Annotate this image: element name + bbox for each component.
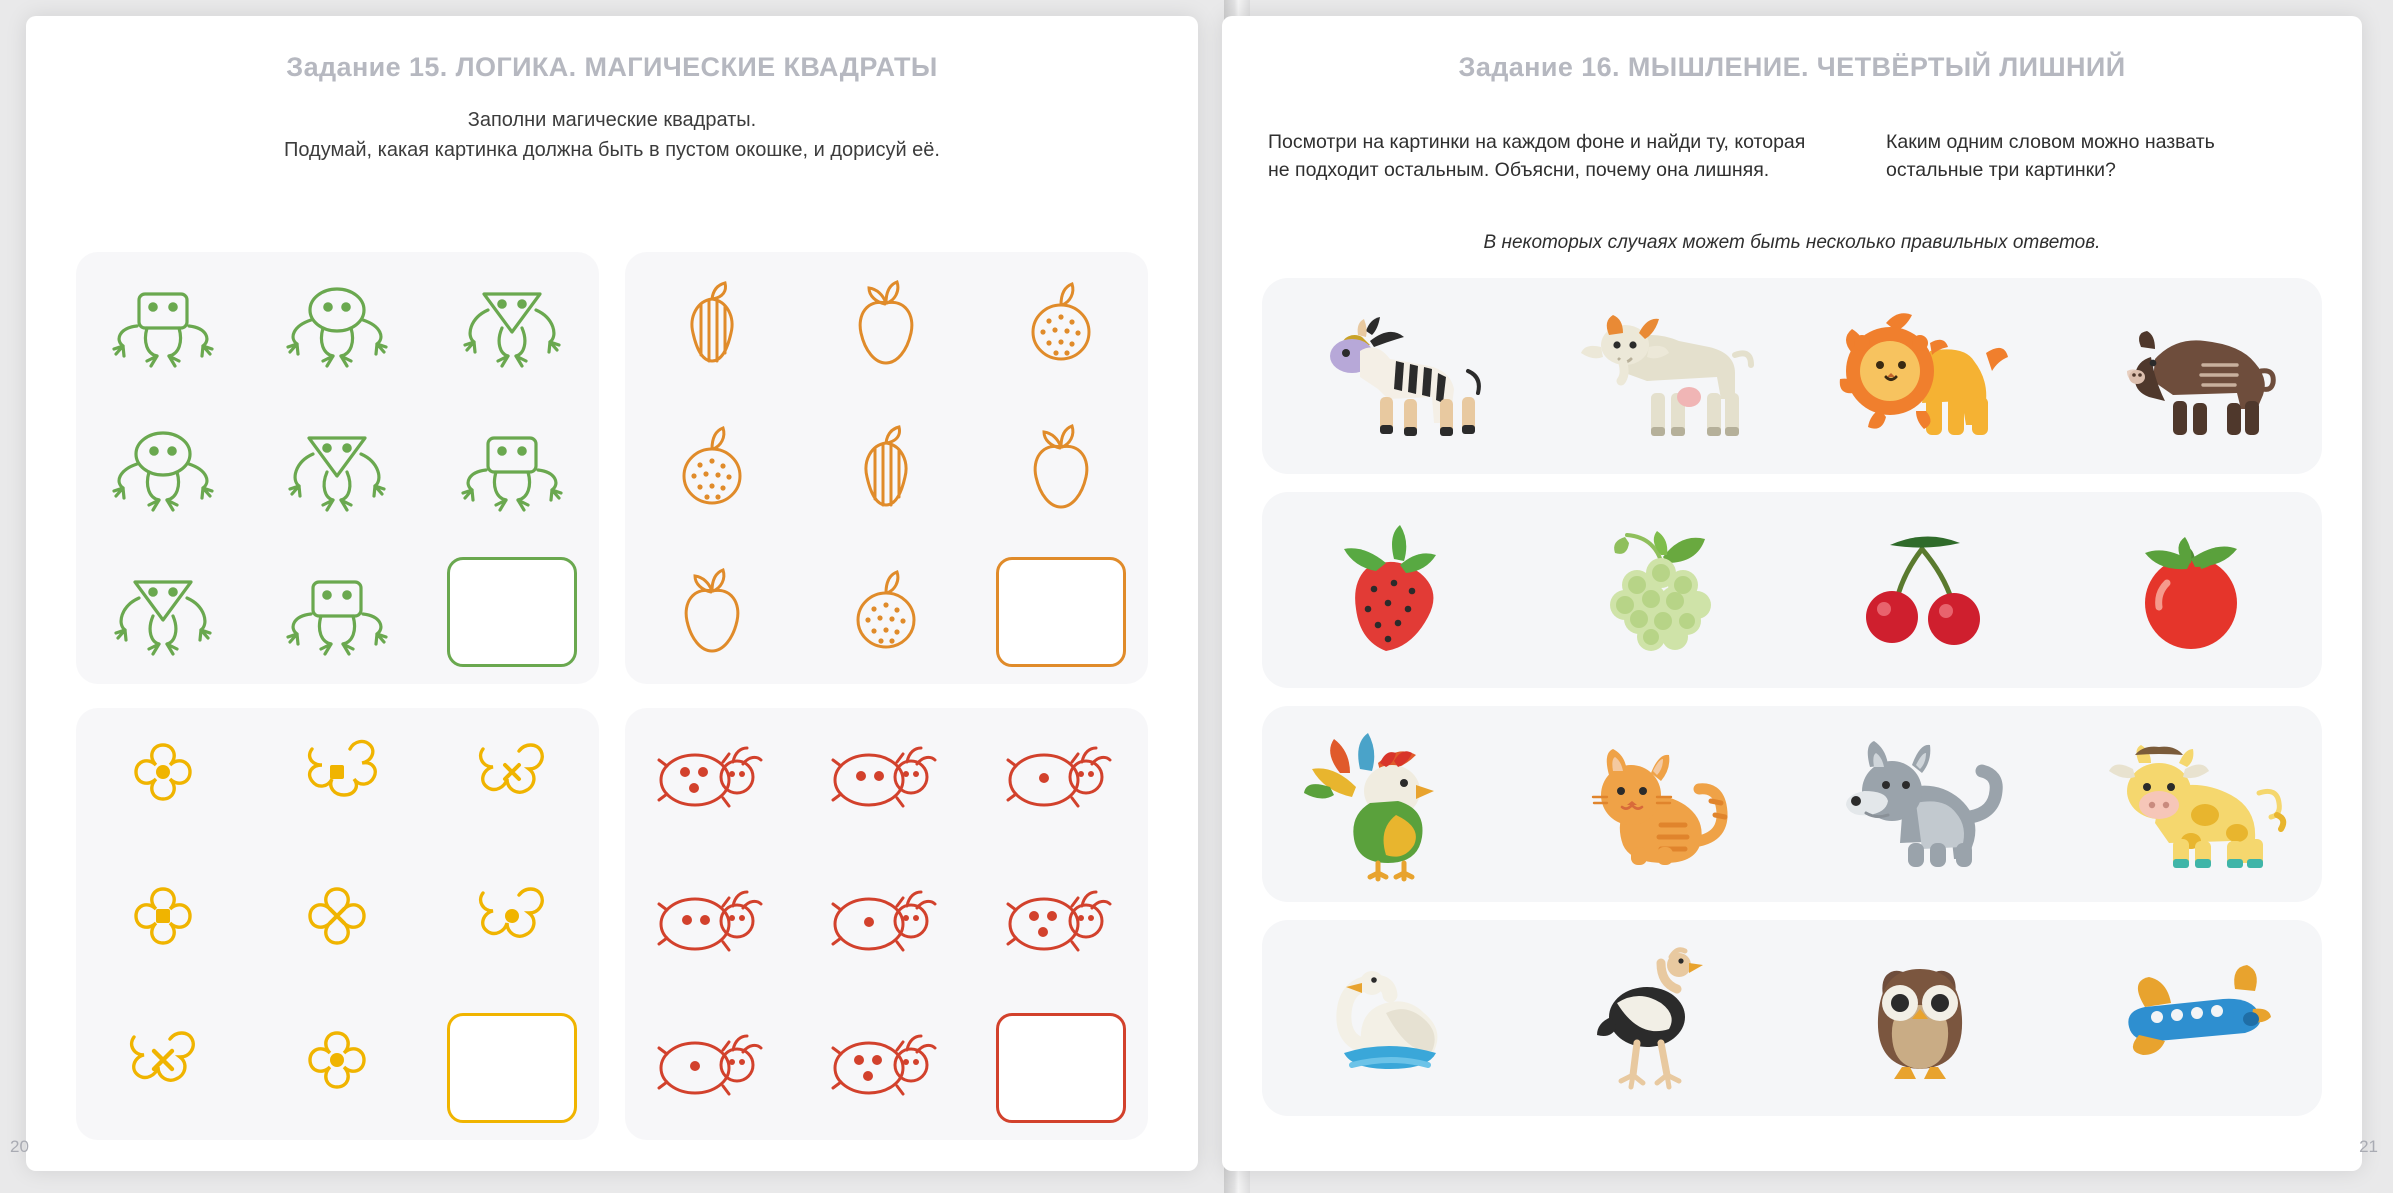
row-berries: [1262, 492, 2322, 688]
right-title-text: МЫШЛЕНИЕ. ЧЕТВЁРТЫЙ ЛИШНИЙ: [1627, 52, 2126, 82]
row-farm: [1262, 706, 2322, 902]
cell-flower-dot: [262, 1008, 412, 1128]
cell-empty-answer[interactable]: [986, 1008, 1136, 1128]
left-page: [10, 16, 1198, 1171]
cell-ladybug-1dot: [637, 1008, 787, 1128]
picture-wolf[interactable]: [1825, 716, 2025, 892]
cell-flower-dot: [437, 864, 587, 984]
instruction-note: В некоторых случаях может быть несколько правильных ответов.: [1483, 232, 2101, 253]
instruction-left: Посмотри на картинки на каждом фоне и найди ту, которая не подходит остальным. Объясни, почему она лишняя.: [1268, 131, 1806, 181]
cell-ladybug-2dots: [637, 864, 787, 984]
cell-ladybug-1dot: [986, 720, 1136, 840]
cell-orange-dotted: [637, 408, 787, 528]
left-page-title: [26, 52, 1198, 83]
picture-goat[interactable]: [1560, 288, 1760, 464]
cell-frog-square: [437, 408, 587, 528]
picture-zebra[interactable]: [1295, 288, 1495, 464]
cell-orange-dotted: [986, 264, 1136, 384]
cell-empty-answer[interactable]: [986, 552, 1136, 672]
flowers-grid: [76, 708, 599, 1140]
cell-frog-circle: [262, 264, 412, 384]
left-instructions: [26, 105, 1198, 165]
cell-flower-cross: [437, 720, 587, 840]
right-task-label: Задание 16.: [1458, 52, 1620, 82]
page-number-right: 21: [2359, 1137, 2378, 1156]
cell-apple-plain: [637, 552, 787, 672]
cell-frog-triangle: [88, 552, 238, 672]
picture-grapes[interactable]: [1560, 502, 1760, 678]
picture-lion[interactable]: [1825, 288, 2025, 464]
cell-frog-circle: [88, 408, 238, 528]
row-birds: [1262, 920, 2322, 1116]
cell-pear-striped: [637, 264, 787, 384]
picture-cherries[interactable]: [1825, 502, 2025, 678]
cell-ladybug-3dots: [986, 864, 1136, 984]
cell-ladybug-1dot: [811, 864, 961, 984]
answer-box-frogs[interactable]: [447, 557, 577, 667]
picture-strawberry[interactable]: [1295, 502, 1495, 678]
picture-tomato[interactable]: [2090, 502, 2290, 678]
cell-frog-square: [88, 264, 238, 384]
cell-frog-triangle: [262, 408, 412, 528]
picture-boar[interactable]: [2090, 288, 2290, 464]
cell-orange-dotted: [811, 552, 961, 672]
picture-rooster[interactable]: [1295, 716, 1495, 892]
picture-owl[interactable]: [1825, 930, 2025, 1106]
cell-pear-striped: [811, 408, 961, 528]
cell-ladybug-3dots: [637, 720, 787, 840]
picture-ostrich[interactable]: [1560, 930, 1760, 1106]
row-animals: [1262, 278, 2322, 474]
left-title-text: ЛОГИКА. МАГИЧЕСКИЕ КВАДРАТЫ: [455, 52, 938, 82]
cell-empty-answer[interactable]: [437, 1008, 587, 1128]
cell-ladybug-3dots: [811, 1008, 961, 1128]
frogs-grid: [76, 252, 599, 684]
cell-flower-cross: [88, 1008, 238, 1128]
page-number-left: 20: [10, 1137, 29, 1156]
odd-one-out-rows: [1262, 278, 2322, 1116]
magic-squares-container: [26, 252, 1198, 1140]
bugs-grid: [625, 708, 1148, 1140]
instruction-right: Каким одним словом можно назвать остальные три картинки?: [1886, 131, 2215, 181]
right-instructions: [1222, 128, 2362, 184]
cell-apple-plain: [986, 408, 1136, 528]
right-page-title: [1222, 52, 2362, 83]
answer-box-fruits[interactable]: [996, 557, 1126, 667]
left-task-label: Задание 15.: [286, 52, 448, 82]
cell-frog-square: [262, 552, 412, 672]
cell-flower-cross: [262, 864, 412, 984]
cell-apple-plain: [811, 264, 961, 384]
cell-ladybug-2dots: [811, 720, 961, 840]
cell-empty-answer[interactable]: [437, 552, 587, 672]
cell-flower-square: [88, 864, 238, 984]
cell-flower-square: [262, 720, 412, 840]
answer-box-bugs[interactable]: [996, 1013, 1126, 1123]
cell-frog-triangle: [437, 264, 587, 384]
picture-cow[interactable]: [2090, 716, 2290, 892]
answer-box-flowers[interactable]: [447, 1013, 577, 1123]
right-page: [1222, 16, 2378, 1171]
fruits-grid: [625, 252, 1148, 684]
picture-cat[interactable]: [1560, 716, 1760, 892]
left-instruction-line-1: Заполни магические квадраты.: [467, 109, 757, 131]
left-instruction-line-2: Подумай, какая картинка должна быть в пустом окошке, и дорисуй её.: [284, 139, 940, 161]
picture-swan[interactable]: [1295, 930, 1495, 1106]
cell-flower-dot: [88, 720, 238, 840]
picture-airplane[interactable]: [2090, 930, 2290, 1106]
